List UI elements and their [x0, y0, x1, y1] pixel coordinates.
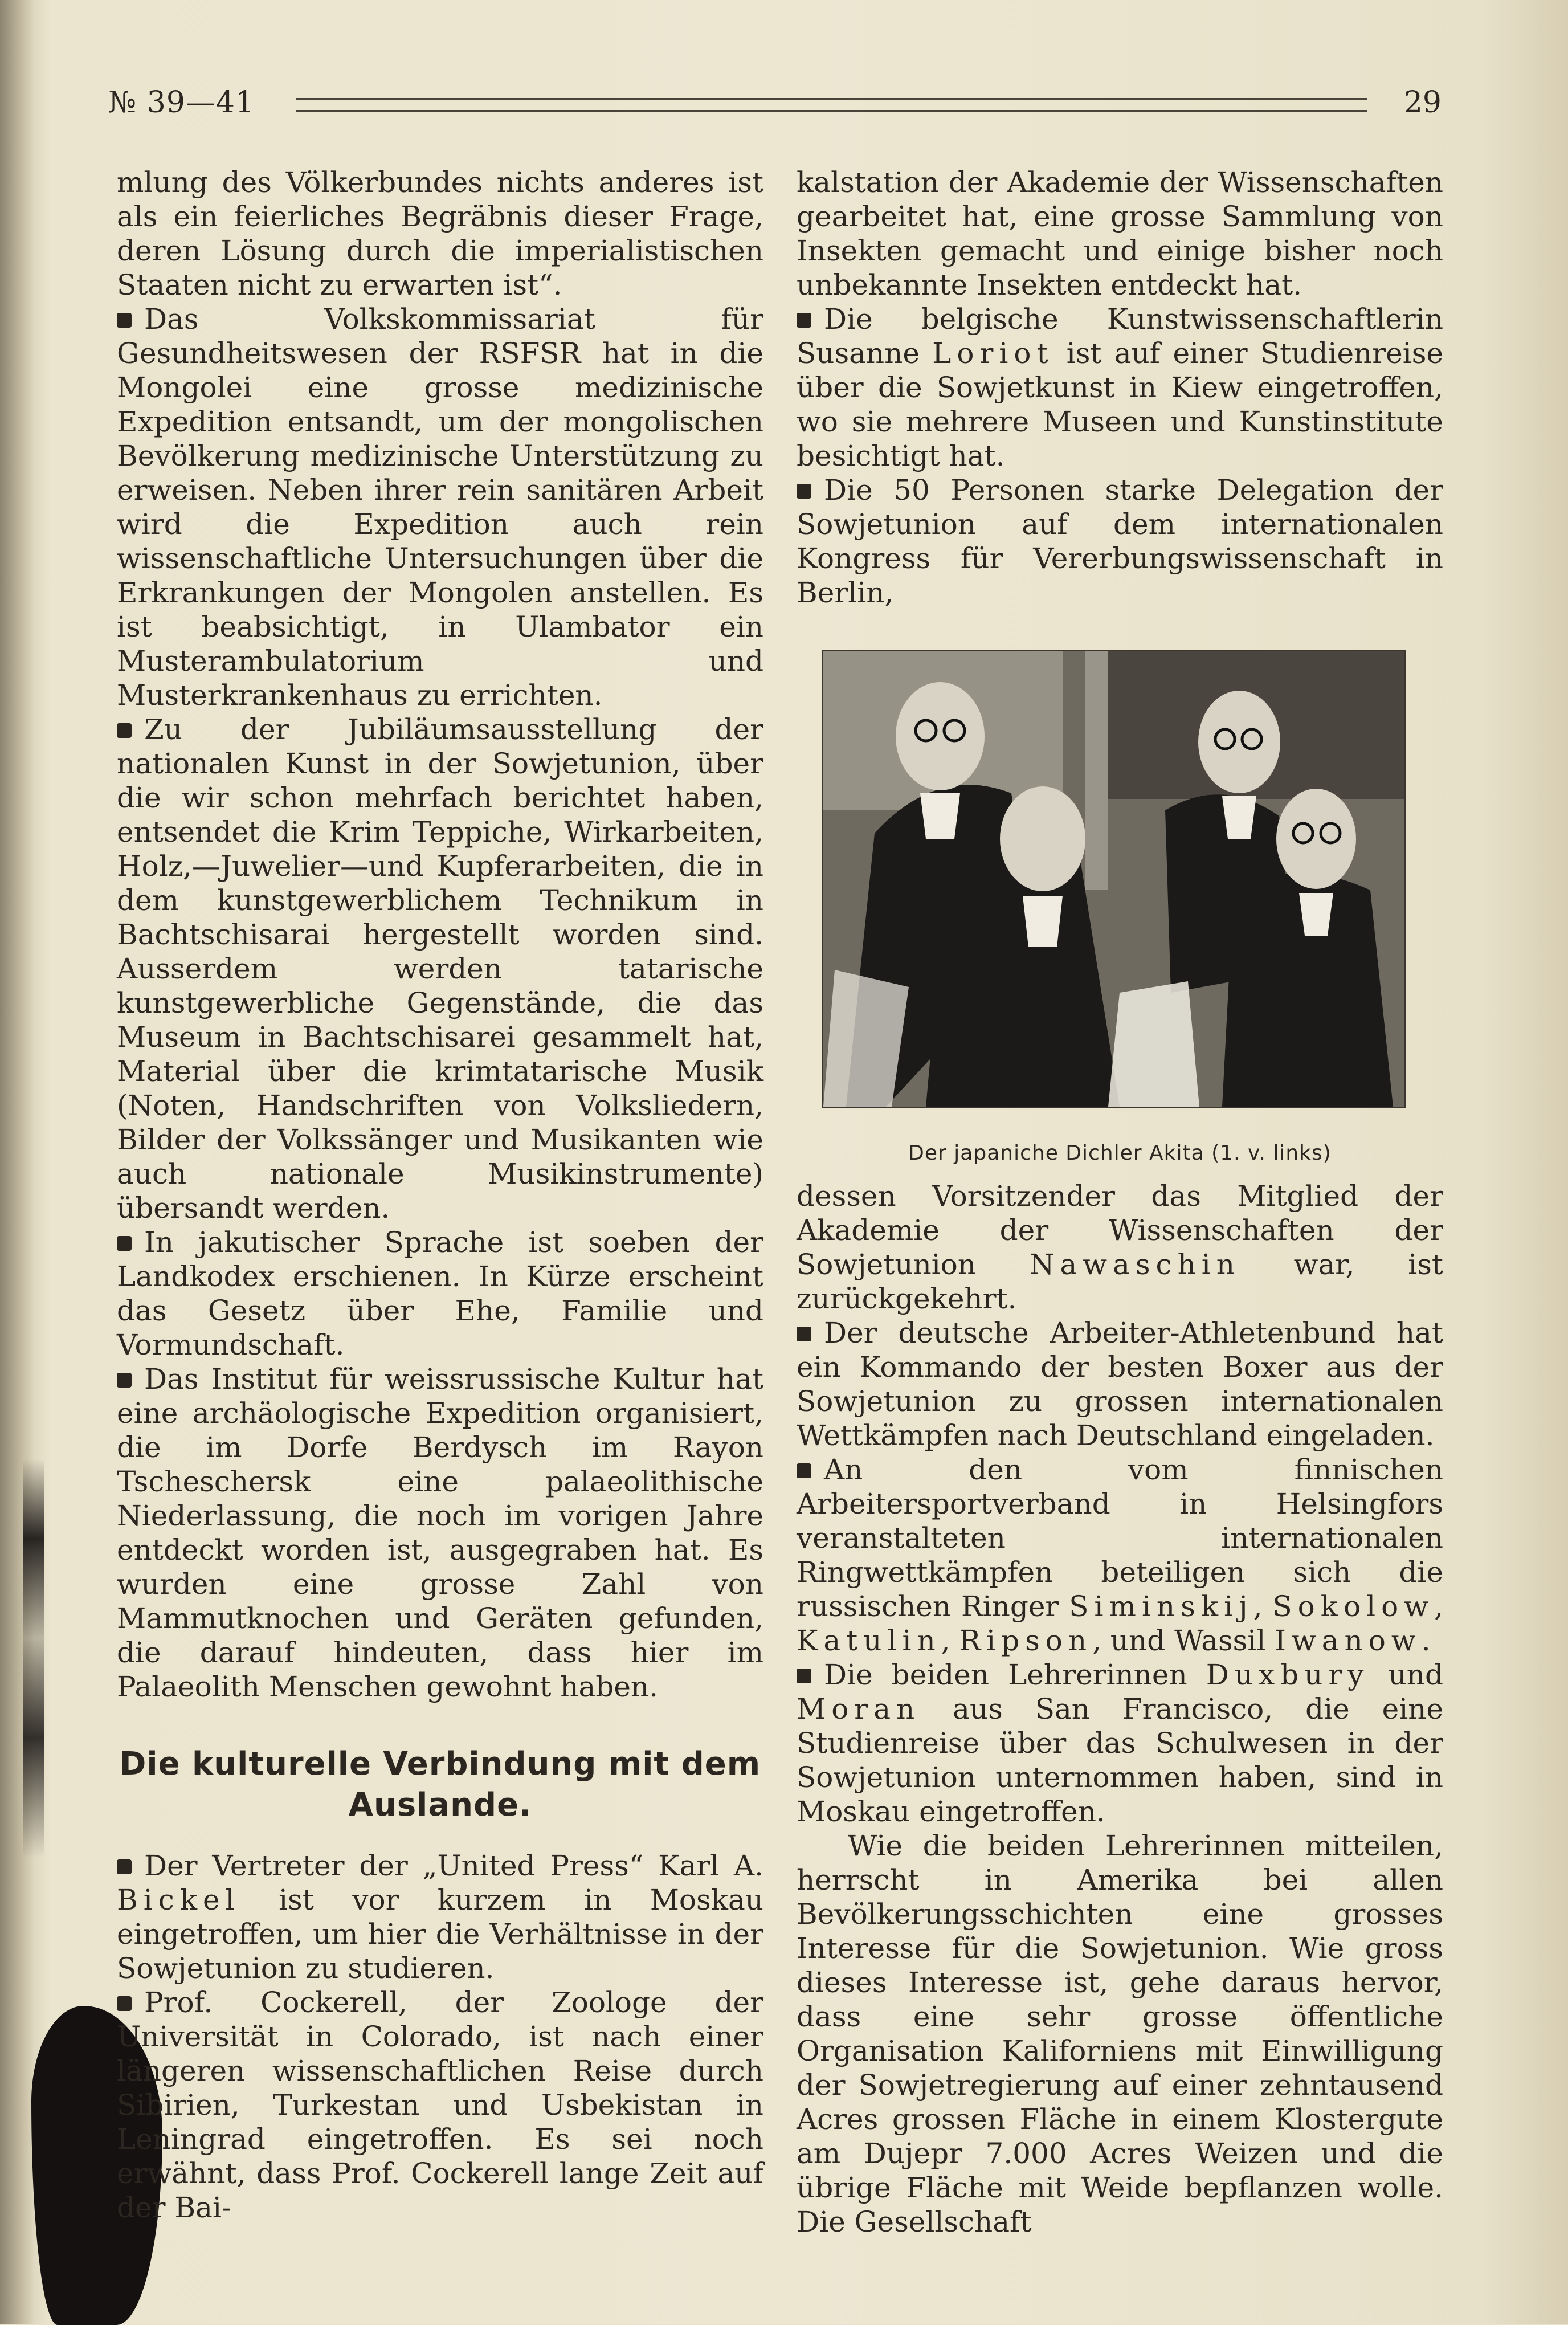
news-item: An den vom finnischen Arbeitersportverband in Helsingfors veranstalteten internationalen Ringwettkämpfen beteiligen sich die russischen Ringer Siminskij, Sokolow, Katulin, Ripson, und Wassil Iwanow. — [797, 1453, 1443, 1657]
issue-number: № 39—41 — [108, 85, 255, 120]
news-item: Der deutsche Arbeiter-Athletenbund hat ein Kommando der besten Boxer aus der Sowjetunion zu grossen internationalen Wettkämpfen nach Deutschland eingeladen. — [797, 1316, 1443, 1452]
bullet-icon — [797, 313, 811, 328]
bullet-icon — [797, 484, 811, 499]
person-name: Bickel — [117, 1883, 240, 1916]
paragraph: Wie die beiden Lehrerinnen mitteilen, herrscht in Amerika bei allen Bevölkerungsschichten eine grosses Interesse für die Sowjetunion. Wie gross dieses Interesse ist, gehe daraus hervor, dass eine sehr grosse öffentliche Organisation Kaliforniens mit Einwilligung der Sowjetregierung auf einer zehntausend Acres grossen Fläche in einem Klostergute am Dujepr 7.000 Acres Weizen und die übrige Fläche mit Weide bepflanzen wolle. Die Gesellschaft — [797, 1829, 1443, 2238]
page-binding-edge — [0, 0, 34, 2324]
news-item: Die 50 Personen starke Delegation der Sowjetunion auf dem internationalen Kongress für Vererbungswissenschaft in Berlin, — [797, 474, 1443, 609]
person-name: Ripson — [959, 1624, 1093, 1657]
person-name: Iwanow — [1275, 1624, 1422, 1657]
binding-damage — [23, 1459, 44, 1858]
person-name: Sokolow — [1272, 1590, 1435, 1623]
photograph — [822, 650, 1406, 1108]
person-name: Katulin — [797, 1624, 941, 1657]
paragraph: kalstation der Akademie der Wissenschaften gearbeitet hat, eine grosse Sammlung von Insekten gemacht und einige bisher noch unbekannte Insekten entdeckt hat. — [797, 166, 1443, 301]
bullet-icon — [117, 1373, 132, 1388]
news-item: Zu der Jubiläumsausstellung der nationalen Kunst in der Sowjetunion, über die wir schon mehrfach berichtet haben, entsendet die Krim Teppiche, Wirkarbeiten, Holz,—Juwelier—und Kupferarbeiten, die in dem kunstgewerblichem Technikum in Bachtschisarai hergestellt worden sind. Ausserdem werden tatarische kunstgewerbliche Gegenstände, die das Museum in Bachtschisarei gesammelt hat, Material über die krimtatarische Musik (Noten, Handschriften von Volksliedern, Bilder der Volkssänger und Musikanten wie auch nationale Musikinstrumente) übersandt werden. — [117, 713, 763, 1225]
header-rule — [296, 98, 1367, 112]
bullet-icon — [117, 1236, 132, 1251]
bullet-icon — [117, 723, 132, 738]
bullet-icon — [797, 1669, 811, 1683]
bullet-icon — [117, 1996, 132, 2011]
news-item: Der Vertreter der „United Press“ Karl A. Bickel ist vor kurzem in Moskau eingetroffen, um hier die Verhältnisse in der Sowjetunion zu studieren. — [117, 1849, 763, 1985]
person-name: Loriot — [932, 337, 1054, 370]
group-portrait-image — [823, 651, 1404, 1107]
bullet-icon — [797, 1327, 811, 1341]
news-item: Die beiden Lehrerinnen Duxbury und Moran aus San Francisco, die eine Studienreise über das Schulwesen in der Sowjetunion unternommen haben, sind in Moskau eingetroffen. — [797, 1658, 1443, 1828]
news-item: Das Volkskommissariat für Gesundheitswesen der RSFSR hat in die Mongolei eine grosse medizinische Expedition entsandt, um der mongolischen Bevölkerung medizinische Unterstützung zu erweisen. Neben ihrer rein sanitären Arbeit wird die Expedition auch rein wissenschaftliche Untersuchungen über die Erkrankungen der Mongolen anstellen. Es ist beabsichtigt, in Ulambator ein Musterambulatorium und Musterkrankenhaus zu errichten. — [117, 303, 763, 712]
news-item: Das Institut für weissrussische Kultur hat eine archäologische Expedition organisiert, die im Dorfe Berdysch im Rayon Tscheschersk eine palaeolithische Niederlassung, die noch im vorigen Jahre entdeckt worden ist, ausgegraben hat. Es wurden eine grosse Zahl von Mammutknochen und Geräten gefunden, die darauf hindeuten, dass hier im Palaeolith Menschen gewohnt haben. — [117, 1363, 763, 1703]
paragraph: dessen Vorsitzender das Mitglied der Akademie der Wissenschaften der Sowjetunion Nawaschin war, ist zurückgekehrt. — [797, 1180, 1443, 1315]
bullet-icon — [117, 1859, 132, 1874]
left-column — [117, 165, 763, 2225]
right-column — [797, 165, 1443, 2239]
news-item: Prof. Cockerell, der Zoologe der Universität in Colorado, ist nach einer längeren wissenschaftlichen Reise durch Sibirien, Turkestan und Usbekistan in Leningrad eingetroffen. Es sei noch erwähnt, dass Prof. Cockerell lange Zeit auf der Bai- — [117, 1986, 763, 2224]
person-name: Nawaschin — [1029, 1248, 1240, 1281]
paragraph: mlung des Völkerbundes nichts anderes ist als ein feierliches Begräbnis dieser Frage, deren Lösung durch die imperialistischen Staaten nicht zu erwarten ist“. — [117, 166, 763, 301]
bullet-icon — [117, 313, 132, 328]
person-name: Moran — [797, 1692, 921, 1726]
photo-caption: Der japaniche Dichler Akita (1. v. links) — [908, 1141, 1332, 1165]
bullet-icon — [797, 1463, 811, 1478]
page-header — [108, 85, 1442, 131]
person-name: Siminskij — [1069, 1590, 1253, 1623]
section-heading: Die kulturelle Verbindung mit dem Auslande. — [119, 1745, 761, 1824]
news-item: Die belgische Kunstwissenschaftlerin Susanne Loriot ist auf einer Studienreise über die Sowjetkunst in Kiew eingetroffen, wo sie mehrere Museen und Kunstinstitute besichtigt hat. — [797, 303, 1443, 472]
news-item: In jakutischer Sprache ist soeben der Landkodex erschienen. In Kürze erscheint das Gesetz über Ehe, Familie und Vormundschaft. — [117, 1226, 763, 1361]
page-number: 29 — [1403, 85, 1442, 120]
person-name: Duxbury — [1206, 1658, 1370, 1691]
